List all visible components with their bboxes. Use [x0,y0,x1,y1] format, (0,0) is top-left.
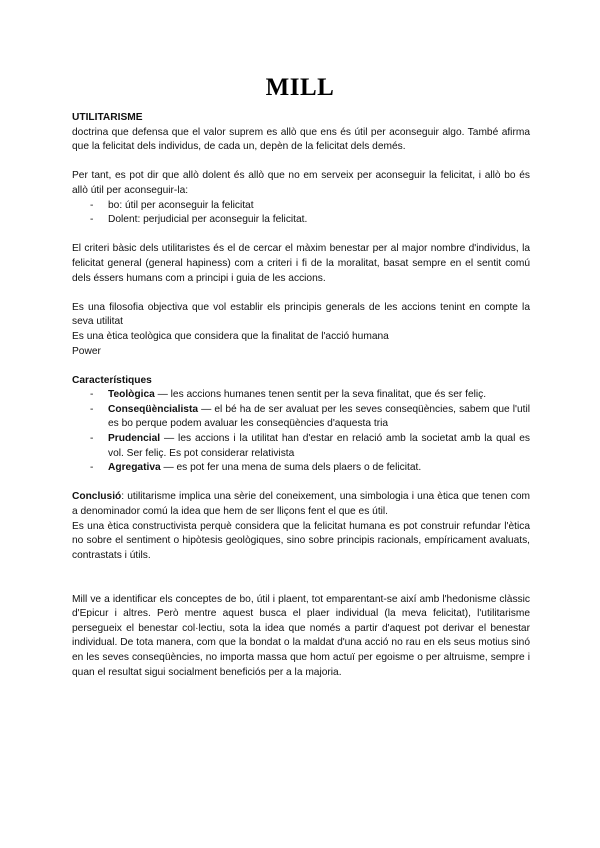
final-paragraph: Mill ve a identificar els conceptes de bo, útil i plaent, tot emparentant-se així amb l'hedonisme clàssic d'Epicur i altres. Però mentre aquest busca el plaer individual (la meva felicitat), l'utilitarisme persegueix el benestar col·lectiu, sota la idea que només a partir d'aquest pot derivar el benestar individual. De tota manera, com que la bondat o la maldat d'una acció no rau en els seus motius sinó en les seves conseqüències, no importa massa que hom actuï per egoisme o per altruisme, sempre i quan el resultat sigui socialment beneficiós per a la majoria. [72,593,530,678]
characteristics-heading: Característiques [72,374,152,386]
philosophy-line: Es una filosofia objectiva que vol establir els principis generals de les accions tenint en compte la seva utilitat [72,301,530,328]
dash-bullet: - [90,462,94,474]
spacer [72,476,530,491]
characteristics-list [72,388,530,476]
dash-bullet: - [90,389,94,401]
power-line: Power [72,345,101,357]
dash-bullet: - [90,433,94,445]
characteristic-term: Teològica [108,389,155,401]
conclusion-paragraph: Conclusió: utilitarisme implica una sèrie del coneixement, una simbologia i una ètica que tenen com a denominador comú la idea que hem de ser lliçons fent el que es útil. [72,491,530,518]
section-heading: UTILITARISME [72,112,143,123]
dash-bullet: - [90,199,94,211]
spacer [72,155,530,170]
characteristic-term: Conseqüèncialista [108,403,199,415]
document-body [72,111,530,680]
spacer [72,578,530,593]
criteria-paragraph: El criteri bàsic dels utilitaristes és el de cercar el màxim benestar per al major nombre d'individus, la felicitat general (general hapiness) com a criteri i fi de la moralitat, basat sempre en el sentit comú dels éssers humans com a principi i guia de les accions. [72,243,530,284]
good-bad-list [72,199,530,228]
list-item: - Dolent: perjudicial per aconseguir la felicitat. [72,213,530,228]
ethics-line: Es una ètica teològica que considera que la finalitat de l'acció humana [72,330,389,342]
good-bad-paragraph: Per tant, es pot dir que allò dolent és allò que no em serveix per aconseguir la felicitat, i allò bo és allò útil per aconseguir-la: [72,170,530,196]
constructivist-paragraph: Es una ètica constructivista perquè considera que la felicitat humana es pot construir refundar l'ètica no sobre el sentiment o hipòtesis geològiques, sino sobre principis racionals, empíricament avaluats, contrastats i útils. [72,520,530,561]
list-item: - Conseqüèncialista — el bé ha de ser avaluat per les seves conseqüències, sabem que l'util es bo perque podem avaluar les conseqüències d'aquesta tria [90,403,530,430]
list-item: - bo: útil per aconseguir la felicitat [72,199,530,214]
spacer [72,286,530,301]
spacer [72,563,530,578]
page-title: MILL [265,74,335,101]
conclusion-label: Conclusió [72,491,122,503]
list-item: - Agregativa — es pot fer una mena de suma dels plaers o de felicitat. [72,461,530,476]
list-item: - Prudencial — les accions i la utilitat han d'estar en relació amb la societat amb la qual es vol. Ser feliç. Es pot considerar relativista [90,433,530,459]
spacer [72,359,530,374]
dash-bullet: - [90,214,94,226]
characteristic-term: Prudencial [108,433,161,445]
spacer [72,228,530,243]
intro-paragraph: doctrina que defensa que el valor suprem es allò que ens és útil per aconseguir algo. També afirma que la felicitat dels individus, de cada un, depèn de la felicitat dels demés. [72,126,530,153]
dash-bullet: - [90,403,94,415]
characteristic-term: Agregativa [108,462,161,474]
list-item: - Teològica — les accions humanes tenen sentit per la seva finalitat, que és ser feliç. [72,388,530,403]
